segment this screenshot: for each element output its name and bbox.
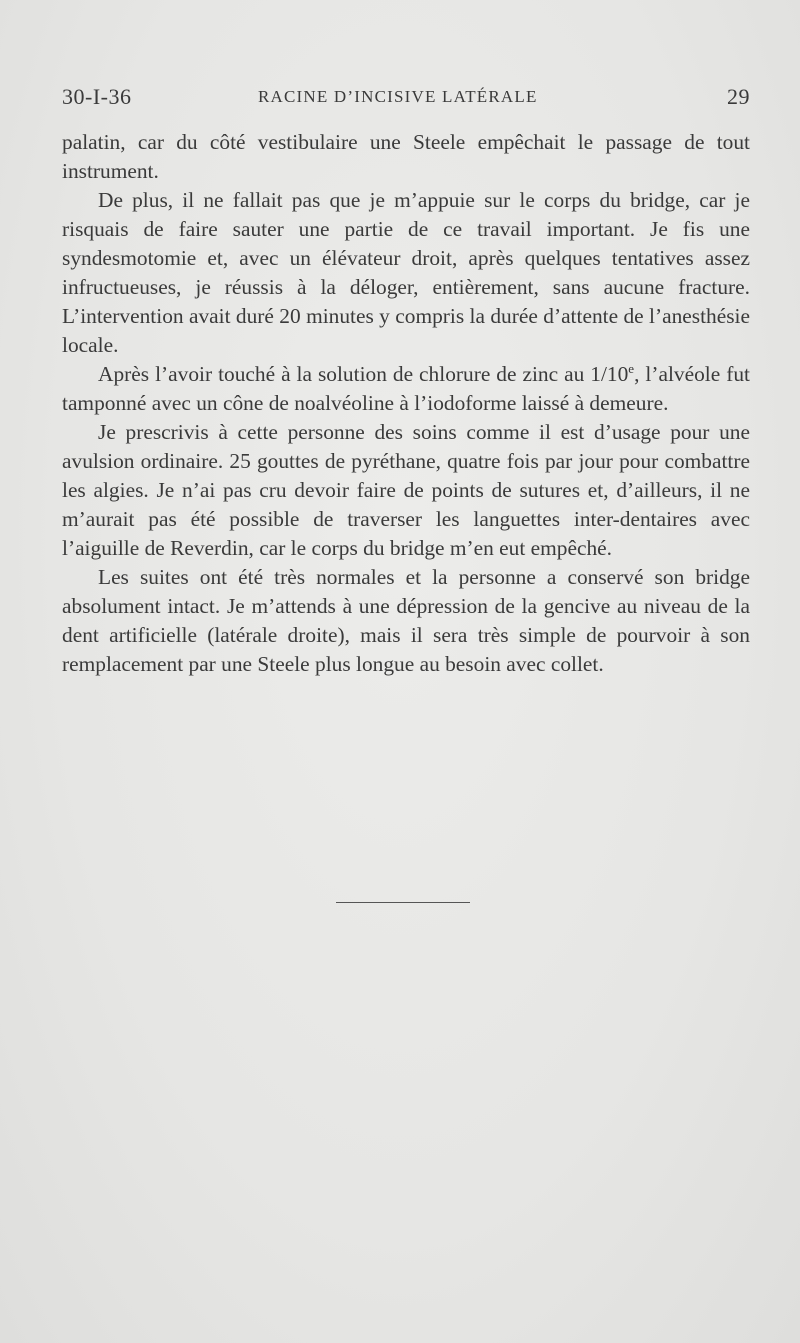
- superscript: e: [628, 361, 635, 376]
- paragraph: [62, 360, 750, 418]
- paragraph-continuation: palatin, car du côté vestibulaire une Steele empêchait le passage de tout instrument.: [62, 130, 750, 183]
- running-head: [62, 84, 750, 112]
- paragraph: De plus, il ne fallait pas que je m’appuie sur le corps du bridge, car je risquais de faire sauter une partie de ce travail important. Je fis une syndesmotomie et, avec un élévateur droit, après quelques tentatives assez infructueuses, je réussis à la déloger, entièrement, sans aucune fracture. L’intervention avait duré 20 minutes y compris la durée d’attente de l’anesthésie locale.: [62, 188, 750, 357]
- body-text: [62, 128, 750, 679]
- paragraph-text: Après l’avoir touché à la solution de chlorure de zinc au 1/10: [98, 362, 629, 386]
- end-rule: [336, 902, 470, 903]
- paragraph-text: , l’alvéole fut tamponné avec un cône de noalvéoline à l’iodoforme laissé à demeure.: [62, 362, 750, 415]
- paragraph: Je prescrivis à cette personne des soins comme il est d’usage pour une avulsion ordinaire. 25 gouttes de pyréthane, quatre fois par jour pour combattre les algies. Je n’ai pas cru devoir faire de points de sutures et, d’ailleurs, il ne m’aurait pas été possible de traverser les languettes inter-dentaires avec l’aiguille de Reverdin, car le corps du bridge m’en eut empêché.: [62, 420, 750, 560]
- paragraph: Les suites ont été très normales et la personne a conservé son bridge absolument intact. Je m’attends à une dépression de la gencive au niveau de la dent artificielle (latérale droite), mais il sera très simple de pourvoir à son remplacement par une Steele plus longue au besoin avec collet.: [62, 565, 750, 676]
- page-number: 29: [727, 84, 750, 109]
- header-title: RACINE D’INCISIVE LATÉRALE: [258, 87, 538, 106]
- header-date: 30-I-36: [62, 84, 132, 109]
